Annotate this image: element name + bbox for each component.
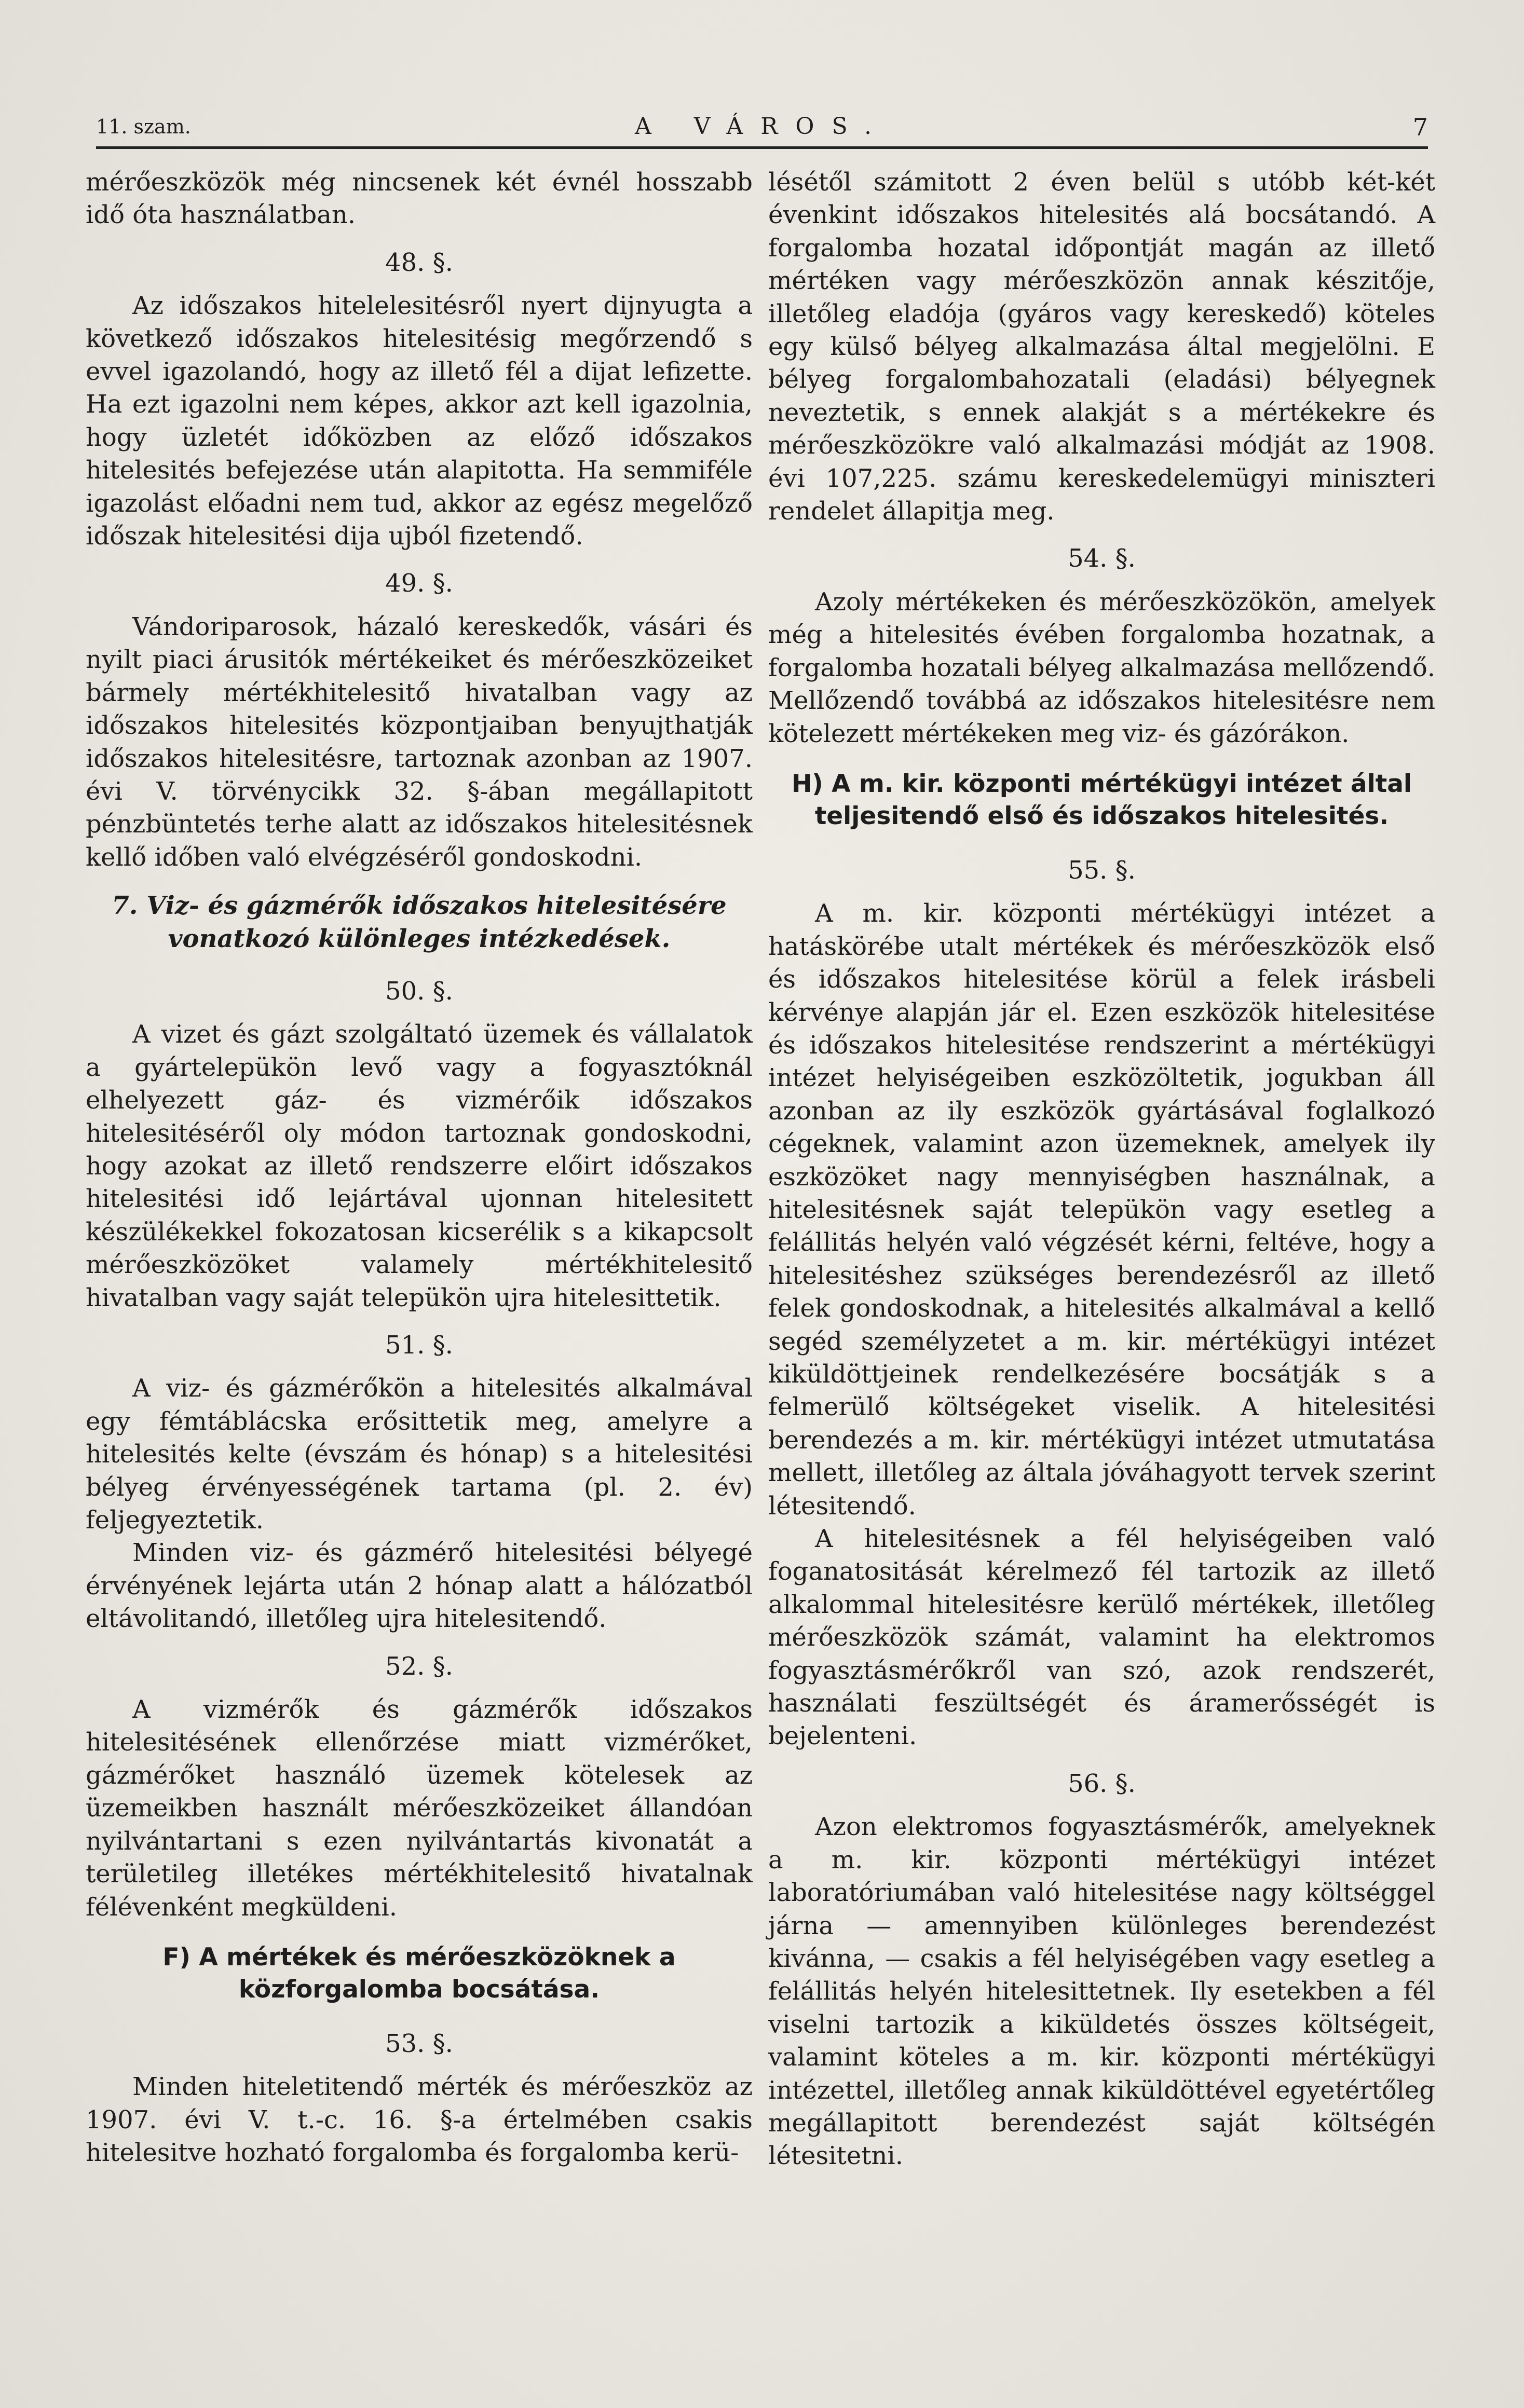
paragraph-50: A vizet és gázt szolgáltató üzemek és vállalatok a gyártelepükön levő vagy a fogyasztóknál elhelyezett gáz- és vizmérőik időszakos hitelesitéséről oly módon tartoznak gondoskodni, hogy azokat az illető rendszerre előirt időszakos hitelesitési idő lejártával ujonnan hitelesitett készülékekkel fokozatosan kicserélik s a kikapcsolt mérőeszközöket valamely mértékhitelesitő hivatalban vagy saját telepükön ujra hitelesittetik. <box>86 1020 753 1312</box>
section-number-53: 53. §. <box>385 2029 453 2058</box>
paragraph-52: A vizmérők és gázmérők időszakos hitelesitésének ellenőrzése miatt vizmérőket, gázmérőket használó üzemek kötelesek az üzemeikben használt mérőeszközeiket állandóan nyilvántartani s ezen nyilvántartás kivonatát a területileg illetékes mértékhitelesitő hivatalnak félévenként megküldeni. <box>86 1695 753 1922</box>
journal-title: A VÁROS. <box>634 113 890 140</box>
issue-number: 11. szam. <box>96 115 191 138</box>
paragraph-51a: A viz- és gázmérőkön a hitelesités alkalmával egy fémtáblácska erősittetik meg, amelyre a hitelesités kelte (évszám és hónap) s a hitelesitési bélyeg érvényességének tartama (pl. 2. év) feljegyeztetik. <box>86 1374 753 1535</box>
section-number-48: 48. §. <box>385 248 453 277</box>
paragraph-55a: A m. kir. központi mértékügyi intézet a hatáskörébe utalt mértékek és mérőeszközök első és időszakos hitelesitése körül a felek irásbeli kérvénye alapján jár el. Ezen eszközök hitelesitése és időszakos hitelesitése rendszerint a mértékügyi intézet helyiségeiben eszközöltetik, jogukban áll azonban az ily eszközök gyártásával foglalkozó cégeknek, valamint azon üzemeknek, amelyek ily eszközöket nagy mennyiségben használnak, a hitelesitésnek saját telepükön vagy esetleg a felállitás helyén való végzését kérni, feltéve, hogy a hitelesitéshez szükséges berendezésről az illető felek gondoskodnak, a hitelesités alkalmával a kellő segéd személyzetet a m. kir. mértékügyi intézet kiküldöttjeinek rendelkezésére bocsátják s a felmerülő költségeket viselik. A hitelesitési berendezés a m. kir. mértékügyi intézet utmutatása mellett, illetőleg az általa jóváhagyott tervek szerint létesitendő. <box>768 899 1435 1521</box>
paragraph-56: Azon elektromos fogyasztásmérők, amelyeknek a m. kir. központi mértékügyi intézet laboratóriumában való hitelesitése nagy költséggel járna — amennyiben különleges berendezést kivánna, — csakis a fél helyiségében vagy esetleg a felállitás helyén hitelesittetnek. Ily esetekben a fél viselni tartozik a kiküldetés összes költségeit, valamint köteles a m. kir. központi mértékügyi intézettel, illetőleg annak kiküldöttével egyetértőleg megállapitott berendezést saját költségén létesitetni. <box>768 1812 1435 2171</box>
paragraph-54: Azoly mértékeken és mérőeszközökön, amelyek még a hitelesités évében forgalomba hozatnak, a forgalomba hozatali bélyeg alkalmazása mellőzendő. Mellőzendő továbbá az időszakos hitelesitésre nem kötelezett mértékeken meg viz- és gázórákon. <box>768 587 1435 748</box>
paragraph-continued: mérőeszközök még nincsenek két évnél hosszabb idő óta használatban. <box>86 168 753 230</box>
left-column <box>86 166 753 2170</box>
paragraph-53: Minden hiteletitendő mérték és mérőeszköz az 1907. évi V. t.-c. 16. §-a értelmében csakis hitelesitve hozható forgalomba és forgalomba kerü- <box>86 2072 753 2168</box>
heading-F: F) A mértékek és mérőeszközöknek a közforgalomba bocsátása. <box>162 1942 676 2004</box>
paragraph-55b: A hitelesitésnek a fél helyiségeiben való foganatositását kérelmező fél tartozik az illető alkalommal hitelesitésre kerülő mértékek, illetőleg mérőeszközök számát, valamint ha elektromos fogyasztásmérőkről van szó, azok rendszerét, használati feszültségét és áramerősségét is bejelenteni. <box>768 1524 1435 1751</box>
section-number-51: 51. §. <box>385 1331 453 1360</box>
page-number: 7 <box>1412 113 1428 141</box>
header-rule <box>96 146 1428 149</box>
paragraph-53-continued: lésétől számitott 2 éven belül s utóbb két-két évenkint időszakos hitelesités alá bocsátandó. A forgalomba hozatal időpontját magán az illető mértéken vagy mérőeszközön annak készitője, illetőleg eladója (gyáros vagy kereskedő) köteles egy külső bélyeg alkalmazása által megjelölni. E bélyeg forgalombahozatali (eladási) bélyegnek neveztetik, s ennek alakját s a mértékekre és mérőeszközökre való alkalmazási módját az 1908. évi 107,225. számu kereskedelemügyi miniszteri rendelet állapitja meg. <box>768 168 1435 526</box>
section-number-54: 54. §. <box>1068 544 1136 573</box>
section-number-52: 52. §. <box>385 1651 453 1681</box>
heading-H: H) A m. kir. központi mértékügyi intézet által teljesitendő első és időszakos hitelesités. <box>791 769 1412 830</box>
section-number-50: 50. §. <box>385 976 453 1006</box>
paragraph-49: Vándoriparosok, házaló kereskedők, vásári és nyilt piaci árusitók mértékeiket és mérőeszközeiket bármely mértékhitelesitő hivatalban vagy az időszakos hitelesités központjaiban benyujthatják időszakos hitelesitésre, tartoznak azonban az 1907. évi V. törvénycikk 32. §-ában megállapitott pénzbüntetés terhe alatt az időszakos hitelesitésnek kellő időben való elvégzéséről gondoskodni. <box>86 612 753 872</box>
paragraph-48: Az időszakos hitelelesitésről nyert dijnyugta a következő időszakos hitelesitésig megőrzendő s evvel igazolandó, hogy az illető fél a dijat lefizette. Ha ezt igazolni nem képes, akkor azt kell igazolnia, hogy üzletét időközben az előző időszakos hitelesités befejezése után alapitotta. Ha semmiféle igazolást előadni nem tud, akkor az egész megelőző időszak hitelesitési dija ujból fizetendő. <box>86 291 753 551</box>
paragraph-51b: Minden viz- és gázmérő hitelesitési bélyegé érvényének lejárta után 2 hónap alatt a hálózatból eltávolitandó, illetőleg ujra hitelesitendő. <box>86 1538 753 1634</box>
heading-7: 7. Viz- és gázmérők időszakos hitelesitésére vonatkozó különleges intézkedések. <box>112 891 727 953</box>
right-column <box>768 166 1435 2173</box>
section-number-56: 56. §. <box>1068 1769 1136 1798</box>
section-number-55: 55. §. <box>1068 855 1136 885</box>
page-header <box>96 104 1428 145</box>
section-number-49: 49. §. <box>385 569 453 598</box>
